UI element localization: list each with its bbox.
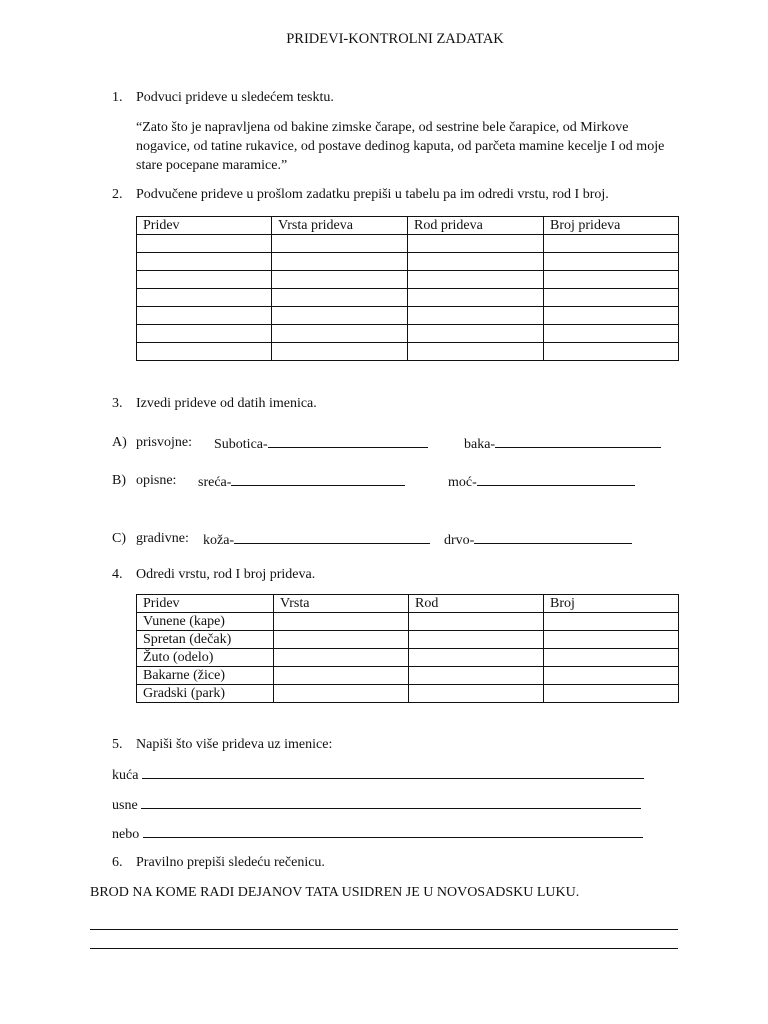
task-3c-item-1 xyxy=(203,530,430,550)
answer-blank[interactable] xyxy=(474,530,632,544)
table-cell[interactable] xyxy=(544,235,679,253)
table-cell[interactable] xyxy=(544,271,679,289)
task-3-instruction: Izvedi prideve od datih imenica. xyxy=(136,396,317,411)
task-3-number: 3. xyxy=(112,396,123,411)
task-3b-item-2 xyxy=(448,472,635,492)
table-row xyxy=(137,235,679,253)
task-1-number: 1. xyxy=(112,90,123,105)
task-4-number: 4. xyxy=(112,567,123,582)
column-header: Broj prideva xyxy=(544,217,679,235)
table-row xyxy=(137,685,679,703)
table-cell[interactable] xyxy=(137,271,272,289)
task-3b-type: opisne: xyxy=(136,473,177,488)
table-row xyxy=(137,307,679,325)
column-header: Rod xyxy=(409,595,544,613)
task-3c-item-2 xyxy=(444,530,632,550)
task-3b-label: B) xyxy=(112,473,126,488)
task-3-heading xyxy=(112,395,317,413)
table-cell[interactable] xyxy=(544,613,679,631)
table-row xyxy=(137,649,679,667)
task-4-heading xyxy=(112,566,315,584)
task-2-number: 2. xyxy=(112,187,123,202)
task-5-number: 5. xyxy=(112,737,123,752)
sentence-to-copy: BROD NA KOME RADI DEJANOV TATA USIDREN JE U NOVOSADSKU LUKU. xyxy=(90,885,580,900)
table-cell[interactable] xyxy=(408,325,544,343)
table-cell[interactable] xyxy=(544,667,679,685)
task-5-heading xyxy=(112,736,332,754)
task-3b-row xyxy=(112,472,176,490)
table-cell[interactable] xyxy=(409,631,544,649)
table-cell[interactable] xyxy=(274,667,409,685)
task-6-heading xyxy=(112,854,325,872)
task-3c-type: gradivne: xyxy=(136,531,189,546)
task-1-instruction: Podvuci prideve u sledećem tesktu. xyxy=(136,90,334,105)
noun-line-3 xyxy=(112,824,643,844)
answer-line[interactable] xyxy=(142,765,644,779)
task-3a-item-1 xyxy=(214,434,428,454)
table-cell[interactable] xyxy=(137,253,272,271)
table-cell[interactable] xyxy=(272,307,408,325)
table-cell[interactable] xyxy=(408,253,544,271)
column-header: Vrsta prideva xyxy=(272,217,408,235)
answer-blank[interactable] xyxy=(231,472,405,486)
task-2-heading xyxy=(112,186,609,204)
table-cell[interactable] xyxy=(544,307,679,325)
table-cell[interactable] xyxy=(274,649,409,667)
table-row xyxy=(137,289,679,307)
table-cell[interactable] xyxy=(274,685,409,703)
column-header: Pridev xyxy=(137,595,274,613)
table-cell[interactable] xyxy=(137,343,272,361)
table-cell[interactable] xyxy=(544,685,679,703)
column-header: Vrsta xyxy=(274,595,409,613)
table-cell[interactable] xyxy=(409,685,544,703)
table-header-row xyxy=(137,595,679,613)
column-header: Pridev xyxy=(137,217,272,235)
table-header-row xyxy=(137,217,679,235)
task-4-instruction: Odredi vrstu, rod I broj prideva. xyxy=(136,567,316,582)
noun-label: usne xyxy=(112,798,138,813)
table-cell[interactable] xyxy=(408,343,544,361)
table-cell[interactable] xyxy=(409,613,544,631)
task-1-quote: “Zato što je napravljena od bakine zimske čarape, od sestrine bele čarapice, od Mirkove nogavice, od tatine rukavice, od postave dedinog kaputa, od parčeta mamine kecelje I od moje stare pocepane maramice.” xyxy=(136,120,665,173)
answer-line[interactable] xyxy=(141,795,641,809)
noun-line-2 xyxy=(112,795,641,815)
noun-label: nebo xyxy=(112,827,140,842)
adjective-cell: Gradski (park) xyxy=(137,685,274,703)
task-3a-row xyxy=(112,434,192,452)
table-cell[interactable] xyxy=(544,325,679,343)
adjective-cell: Vunene (kape) xyxy=(137,613,274,631)
task-4-table xyxy=(136,594,679,703)
word-label: Subotica- xyxy=(214,437,268,452)
task-3a-item-2 xyxy=(464,434,661,454)
table-cell[interactable] xyxy=(544,631,679,649)
task-1-heading xyxy=(112,89,334,107)
word-label: drvo- xyxy=(444,533,475,548)
table-cell[interactable] xyxy=(272,343,408,361)
task-3c-label: C) xyxy=(112,531,126,546)
word-label: koža- xyxy=(203,533,235,548)
adjective-cell: Spretan (dečak) xyxy=(137,631,274,649)
word-label: moć- xyxy=(448,475,477,490)
task-3c-row xyxy=(112,530,189,548)
noun-line-1 xyxy=(112,765,644,785)
task-6-number: 6. xyxy=(112,855,123,870)
table-cell[interactable] xyxy=(272,235,408,253)
table-cell[interactable] xyxy=(274,613,409,631)
writing-line[interactable] xyxy=(90,948,678,949)
table-cell[interactable] xyxy=(408,307,544,325)
task-2-instruction: Podvučene prideve u prošlom zadatku prepiši u tabelu pa im odredi vrstu, rod I broj. xyxy=(136,187,609,202)
table-row xyxy=(137,631,679,649)
table-cell[interactable] xyxy=(408,271,544,289)
table-cell[interactable] xyxy=(409,667,544,685)
table-cell[interactable] xyxy=(408,235,544,253)
table-cell[interactable] xyxy=(274,631,409,649)
adjective-cell: Bakarne (žice) xyxy=(137,667,274,685)
task-5-instruction: Napiši što više prideva uz imenice: xyxy=(136,737,333,752)
writing-line[interactable] xyxy=(90,929,678,930)
table-cell[interactable] xyxy=(137,307,272,325)
table-cell[interactable] xyxy=(137,289,272,307)
table-cell[interactable] xyxy=(272,289,408,307)
table-row xyxy=(137,613,679,631)
table-cell[interactable] xyxy=(544,649,679,667)
answer-blank[interactable] xyxy=(234,530,430,544)
table-row xyxy=(137,271,679,289)
table-row xyxy=(137,325,679,343)
table-cell[interactable] xyxy=(137,235,272,253)
task-3a-type: prisvojne: xyxy=(136,435,192,450)
table-cell[interactable] xyxy=(272,271,408,289)
word-label: sreća- xyxy=(198,475,232,490)
table-cell[interactable] xyxy=(272,253,408,271)
table-cell[interactable] xyxy=(544,343,679,361)
table-cell[interactable] xyxy=(544,253,679,271)
noun-label: kuća xyxy=(112,768,139,783)
table-cell[interactable] xyxy=(409,649,544,667)
answer-line[interactable] xyxy=(143,824,643,838)
task-3a-label: A) xyxy=(112,435,127,450)
page-title: PRIDEVI-KONTROLNI ZADATAK xyxy=(286,31,504,47)
table-cell[interactable] xyxy=(544,289,679,307)
task-6-instruction: Pravilno prepiši sledeću rečenicu. xyxy=(136,855,325,870)
task-2-table xyxy=(136,216,679,361)
answer-blank[interactable] xyxy=(268,434,428,448)
word-label: baka- xyxy=(464,437,496,452)
table-cell[interactable] xyxy=(137,325,272,343)
column-header: Broj xyxy=(544,595,679,613)
table-row xyxy=(137,667,679,685)
answer-blank[interactable] xyxy=(495,434,661,448)
answer-blank[interactable] xyxy=(477,472,635,486)
column-header: Rod prideva xyxy=(408,217,544,235)
table-row xyxy=(137,253,679,271)
table-cell[interactable] xyxy=(272,325,408,343)
table-row xyxy=(137,343,679,361)
adjective-cell: Žuto (odelo) xyxy=(137,649,274,667)
task-3b-item-1 xyxy=(198,472,405,492)
table-cell[interactable] xyxy=(408,289,544,307)
